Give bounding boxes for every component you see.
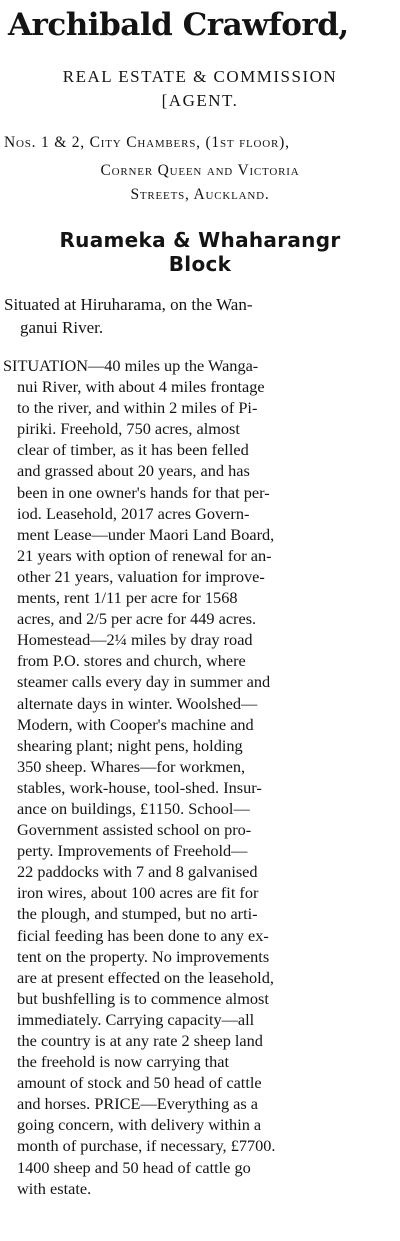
listing-description-line: to the river, and within 2 miles of Pi- bbox=[17, 398, 258, 418]
listing-description-line: from P.O. stores and church, where bbox=[17, 651, 246, 671]
listing-description-line: with estate. bbox=[17, 1178, 92, 1198]
listing-location-line-2: ganui River. bbox=[20, 318, 104, 337]
listing-description-line: piriki. Freehold, 750 acres, almost bbox=[17, 419, 240, 439]
listing-description bbox=[0, 355, 400, 1199]
listing-title bbox=[0, 228, 400, 276]
listing-description-line: 21 years with option of renewal for an- bbox=[17, 545, 272, 565]
newspaper-advertisement bbox=[0, 6, 400, 1241]
listing-description-line: 350 sheep. Whares—for workmen, bbox=[17, 756, 246, 776]
listing-description-line: steamer calls every day in summer and bbox=[17, 672, 271, 692]
listing-description-line: Modern, with Cooper's machine and bbox=[17, 714, 254, 734]
listing-location bbox=[0, 293, 400, 339]
listing-description-line: iod. Leasehold, 2017 acres Govern- bbox=[17, 503, 250, 523]
listing-description-line: ments, rent 1/11 per acre for 1568 bbox=[17, 588, 238, 608]
listing-description-line: the country is at any rate 2 sheep land bbox=[17, 1031, 263, 1050]
address-line-1: Nos. 1 & 2, City Chambers, (1st floor), bbox=[4, 134, 290, 151]
listing-description-line: month of purchase, if necessary, £7700. bbox=[17, 1136, 276, 1156]
listing-description-line: SITUATION—40 miles up the Wanga- bbox=[3, 356, 259, 375]
listing-description-line: amount of stock and 50 head of cattle bbox=[17, 1073, 262, 1093]
listing-description-line: ance on buildings, £1150. School— bbox=[17, 798, 250, 818]
listing-description-line: 1400 sheep and 50 head of cattle go bbox=[17, 1157, 251, 1177]
listing-description-line: but bushfelling is to commence almost bbox=[17, 988, 269, 1008]
listing-description-line: are at present effected on the leasehold, bbox=[17, 967, 274, 987]
listing-description-line: stables, work-house, tool-shed. Insur- bbox=[17, 777, 262, 797]
listing-description-line: and horses. PRICE—Everything as a bbox=[17, 1094, 259, 1114]
listing-description-line: nui River, with about 4 miles frontage bbox=[17, 377, 265, 397]
listing-description-line: the plough, and stumped, but no arti- bbox=[17, 904, 258, 924]
listing-description-line: acres, and 2/5 per acre for 449 acres. bbox=[17, 609, 257, 629]
listing-description-line: perty. Improvements of Freehold— bbox=[17, 841, 248, 861]
listing-description-line: ment Lease—under Maori Land Board, bbox=[17, 524, 275, 544]
listing-description-line: 22 paddocks with 7 and 8 galvanised bbox=[17, 862, 258, 882]
advertiser-title-line-2: [AGENT. bbox=[161, 91, 239, 110]
listing-location-line-1: Situated at Hiruharama, on the Wan- bbox=[4, 295, 253, 314]
listing-title-line-1: Ruameka & Whaharangr bbox=[59, 228, 341, 252]
listing-description-line: clear of timber, as it has been felled bbox=[17, 440, 249, 460]
address-line-2: Corner Queen and Victoria bbox=[100, 162, 300, 179]
listing-description-line: going concern, with delivery within a bbox=[17, 1115, 262, 1135]
listing-description-line: iron wires, about 100 acres are fit for bbox=[17, 883, 259, 903]
listing-description-line: Homestead—2¼ miles by dray road bbox=[17, 630, 253, 650]
listing-description-line: tent on the property. No improvements bbox=[17, 946, 270, 966]
listing-description-line: Government assisted school on pro- bbox=[17, 820, 252, 840]
advertiser-name: Archibald Crawford, bbox=[8, 7, 349, 43]
advertiser-title-line-1: REAL ESTATE & COMMISSION bbox=[62, 67, 338, 86]
listing-description-line: alternate days in winter. Woolshed— bbox=[17, 693, 258, 713]
listing-description-line: ficial feeding has been done to any ex- bbox=[17, 925, 269, 945]
listing-title-line-2: Block bbox=[168, 252, 232, 276]
listing-description-line: and grassed about 20 years, and has bbox=[17, 461, 250, 481]
listing-description-line: other 21 years, valuation for improve- bbox=[17, 566, 265, 586]
address-line-3: Streets, Auckland. bbox=[130, 186, 270, 203]
listing-description-line: immediately. Carrying capacity—all bbox=[17, 1009, 255, 1029]
listing-description-line: shearing plant; night pens, holding bbox=[17, 735, 243, 755]
listing-description-line: the freehold is now carrying that bbox=[17, 1052, 230, 1072]
listing-description-line: been in one owner's hands for that per- bbox=[17, 482, 270, 502]
